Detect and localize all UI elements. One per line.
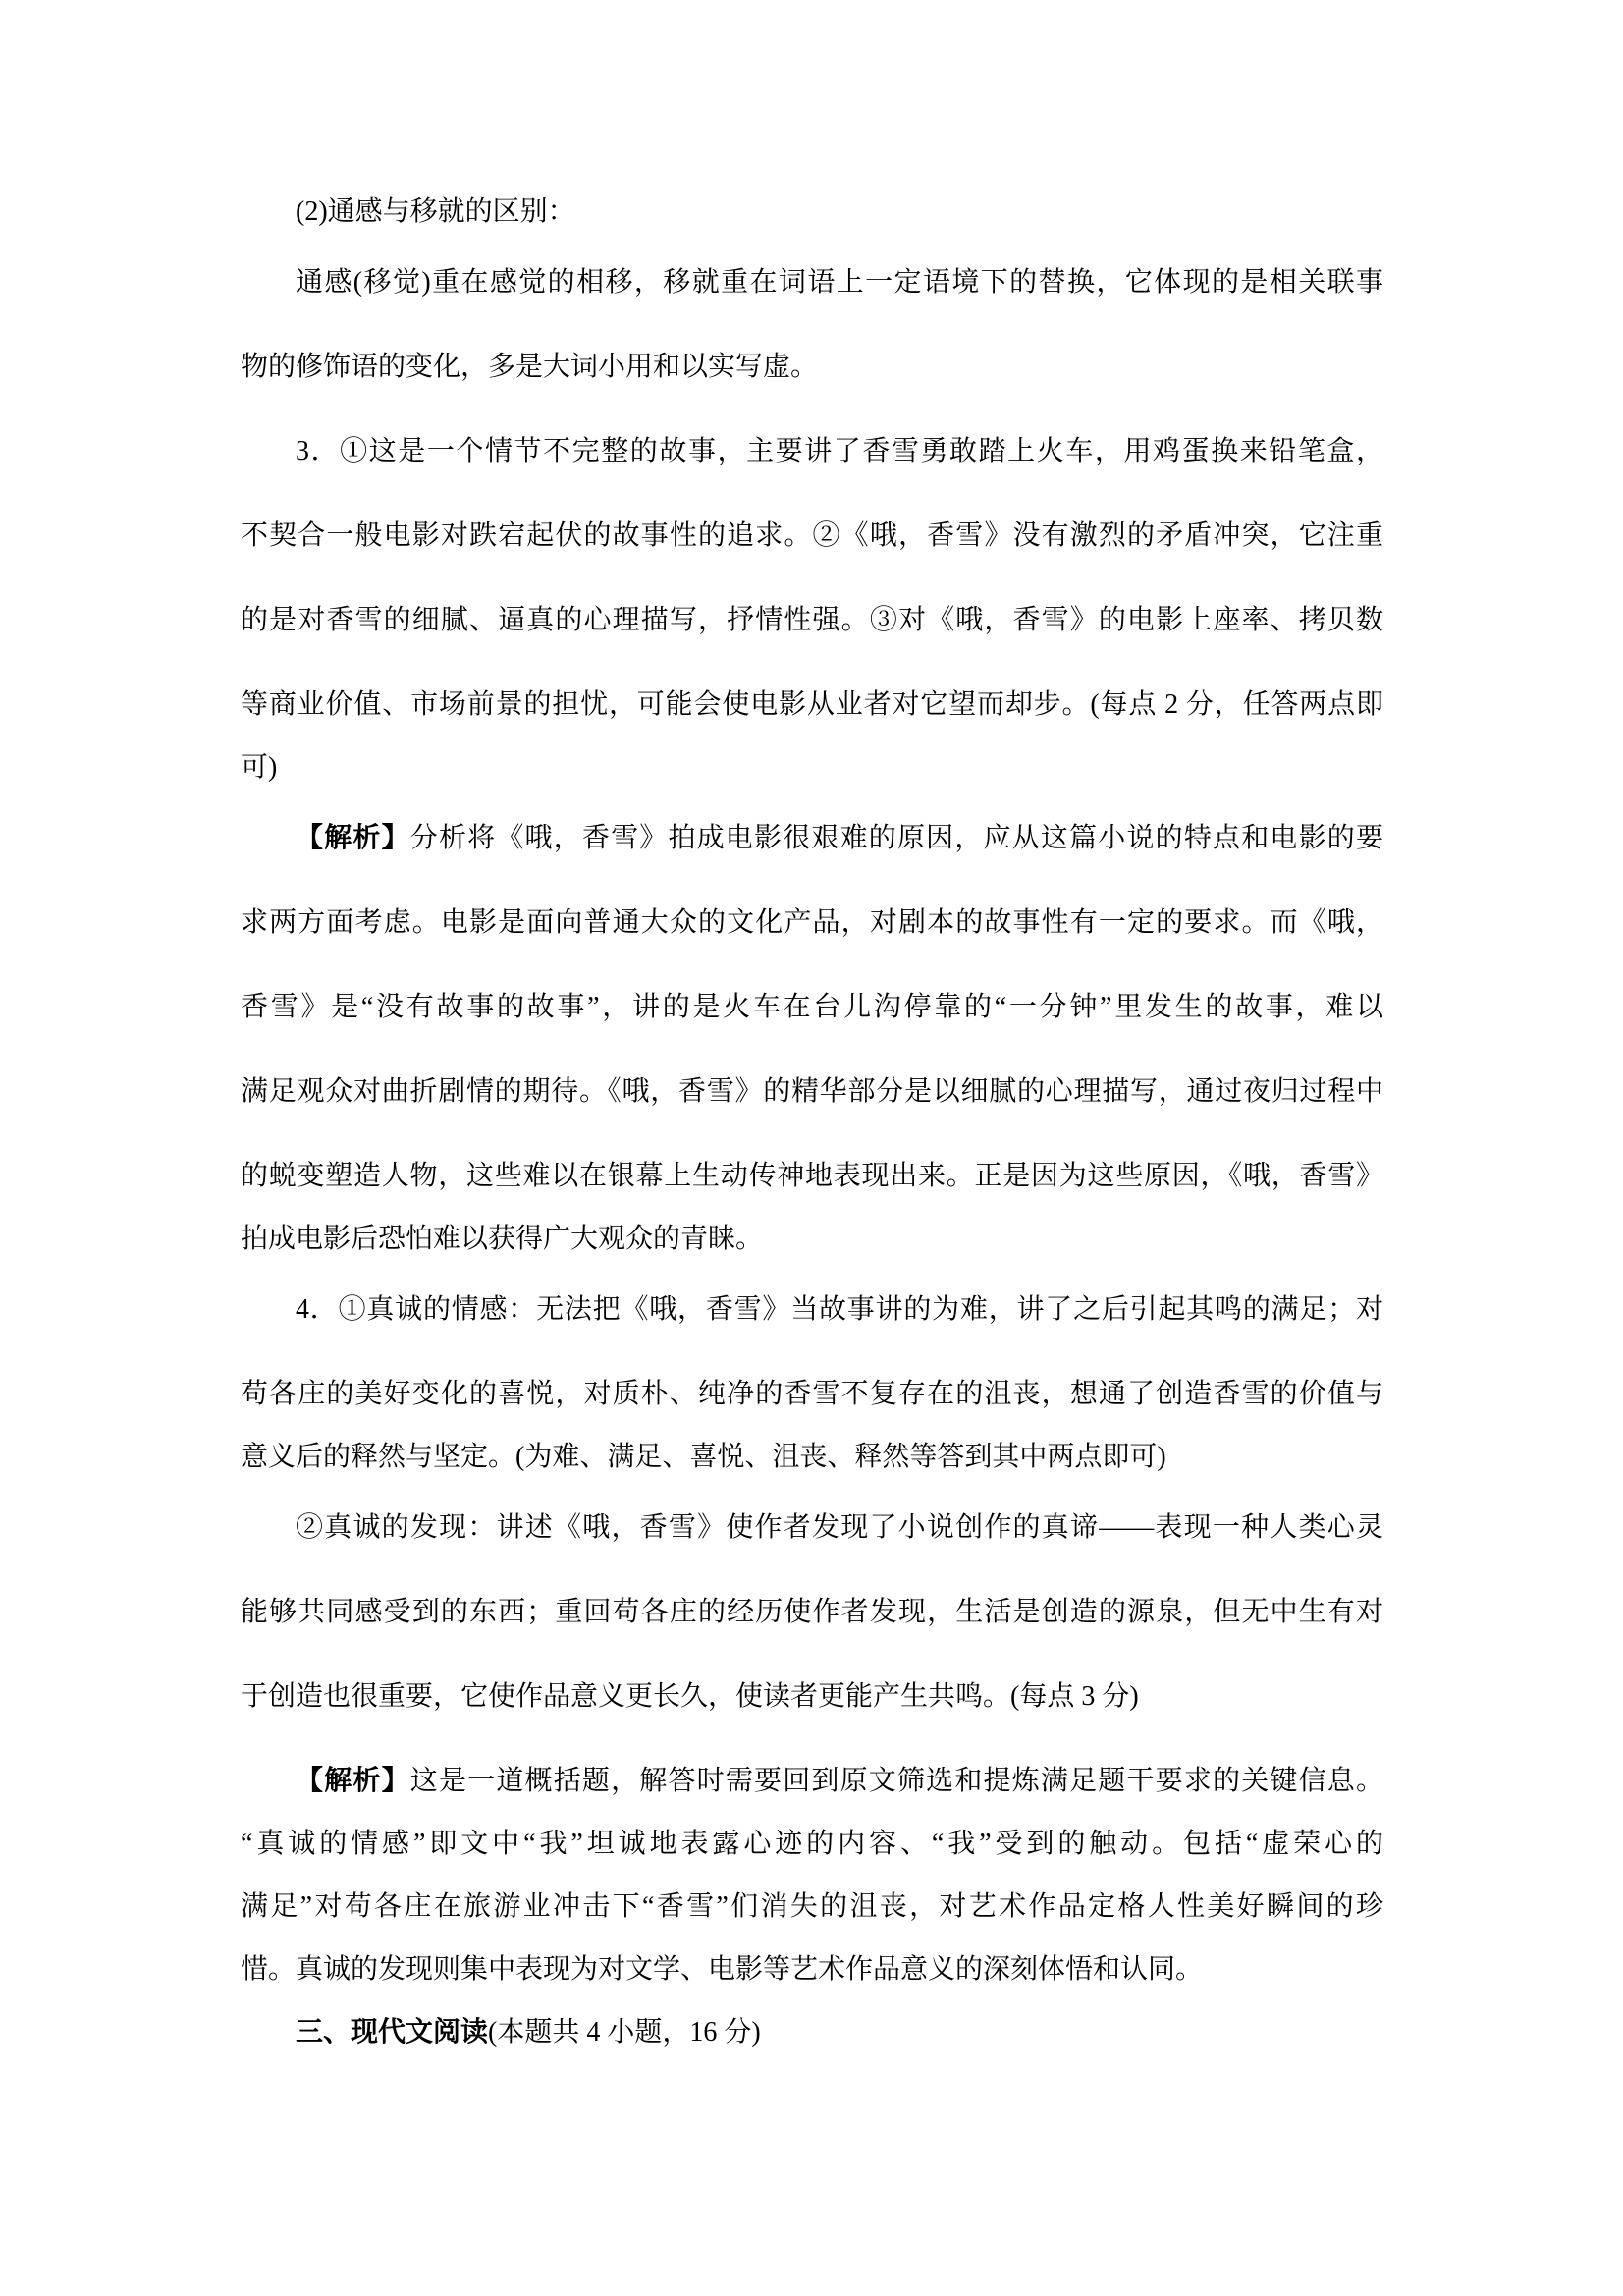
answer-2-body-line <box>241 263 1383 302</box>
text-run: 不契合一般电影对跌宕起伏的故事性的追求。②《哦，香雪》没有激烈的矛盾冲突，它注重 <box>241 520 1383 551</box>
analysis-4-line <box>241 1887 1383 1927</box>
text-run: 求两方面考虑。电影是面向普通大众的文化产品，对剧本的故事性有一定的要求。而《哦， <box>241 907 1383 938</box>
text-run: 满足”对苟各庄在旅游业冲击下“香雪”们消失的沮丧，对艺术作品定格人性美好瞬间的珍 <box>241 1891 1383 1922</box>
analysis-label: 【解析】 <box>296 1766 410 1796</box>
analysis-4-line <box>241 1762 1383 1801</box>
answer-3-line <box>241 748 1383 788</box>
text-run: ②真诚的发现：讲述《哦，香雪》使作者发现了小说创作的真谛——表现一种人类心灵 <box>296 1512 1383 1543</box>
text-run: 拍成电影后恐怕难以获得广大观众的青睐。 <box>241 1224 764 1254</box>
analysis-3-line <box>241 1072 1383 1112</box>
text-run: 香雪》是“没有故事的故事”，讲的是火车在台儿沟停靠的“一分钟”里发生的故事，难以 <box>241 992 1383 1022</box>
analysis-3-line <box>241 1157 1383 1196</box>
text-run: 3．①这是一个情节不完整的故事，主要讲了香雪勇敢踏上火车，用鸡蛋换来铅笔盒， <box>296 436 1383 466</box>
answer-4-point2-line <box>241 1508 1383 1548</box>
analysis-3-line <box>241 903 1383 943</box>
answer-3-line <box>241 432 1383 471</box>
analysis-3-line <box>241 988 1383 1027</box>
text-run: 的是对香雪的细腻、逼真的心理描写，抒情性强。③对《哦，香雪》的电影上座率、拷贝数 <box>241 605 1383 635</box>
text-run: 意义后的释然与坚定。(为难、满足、喜悦、沮丧、释然等答到其中两点即可) <box>241 1442 1166 1472</box>
section-3-heading <box>241 2013 1383 2052</box>
text-run: (本题共 4 小题，16 分) <box>488 2017 761 2048</box>
text-run: (2)通感与移就的区别： <box>296 196 575 227</box>
text-run: 分析将《哦，香雪》拍成电影很艰难的原因，应从这篇小说的特点和电影的要 <box>409 823 1383 853</box>
answer-4-point2-line <box>241 1593 1383 1632</box>
analysis-3-line <box>241 819 1383 858</box>
answer-4-point1-line <box>241 1375 1383 1414</box>
answer-2-subheading <box>241 192 1383 232</box>
text-run: 可) <box>241 752 278 783</box>
answer-2-body-line <box>241 348 1383 387</box>
answer-4-point1-line <box>241 1290 1383 1330</box>
section-3-title: 三、现代文阅读 <box>296 2017 489 2048</box>
text-run: 通感(移觉)重在感觉的相移，移就重在词语上一定语境下的替换，它体现的是相关联事 <box>296 267 1383 298</box>
answer-4-point2-line <box>241 1677 1383 1717</box>
text-run: “真诚的情感”即文中“我”坦诚地表露心迹的内容、“我”受到的触动。包括“虚荣心的 <box>241 1829 1383 1859</box>
analysis-4-line <box>241 1825 1383 1864</box>
text-run: 这是一道概括题，解答时需要回到原文筛选和提炼满足题干要求的关键信息。 <box>409 1766 1383 1796</box>
text-run: 4．①真诚的情感：无法把《哦，香雪》当故事讲的为难，讲了之后引起其鸣的满足；对 <box>296 1294 1383 1325</box>
answer-4-point1-line <box>241 1438 1383 1477</box>
text-run: 等商业价值、市场前景的担忧，可能会使电影从业者对它望而却步。(每点 2 分，任答两点即 <box>241 689 1383 720</box>
text-run: 能够共同感受到的东西；重回苟各庄的经历使作者发现，生活是创造的源泉，但无中生有对 <box>241 1597 1383 1627</box>
text-run: 惜。真诚的发现则集中表现为对文学、电影等艺术作品意义的深刻体悟和认同。 <box>241 1954 1204 1985</box>
analysis-label: 【解析】 <box>296 823 410 853</box>
answer-3-line <box>241 601 1383 640</box>
text-run: 苟各庄的美好变化的喜悦，对质朴、纯净的香雪不复存在的沮丧，想通了创造香雪的价值与 <box>241 1379 1383 1409</box>
answer-3-line <box>241 517 1383 556</box>
analysis-3-line <box>241 1220 1383 1259</box>
analysis-4-line <box>241 1950 1383 1990</box>
text-run: 物的修饰语的变化，多是大词小用和以实写虚。 <box>241 352 819 382</box>
answer-3-line <box>241 685 1383 725</box>
text-run: 的蜕变塑造人物，这些难以在银幕上生动传神地表现出来。正是因为这些原因，《哦，香雪》 <box>241 1161 1383 1191</box>
text-run: 于创造也很重要，它使作品意义更长久，使读者更能产生共鸣。(每点 3 分) <box>241 1681 1139 1712</box>
text-run: 满足观众对曲折剧情的期待。《哦，香雪》的精华部分是以细腻的心理描写，通过夜归过程中 <box>241 1076 1383 1107</box>
